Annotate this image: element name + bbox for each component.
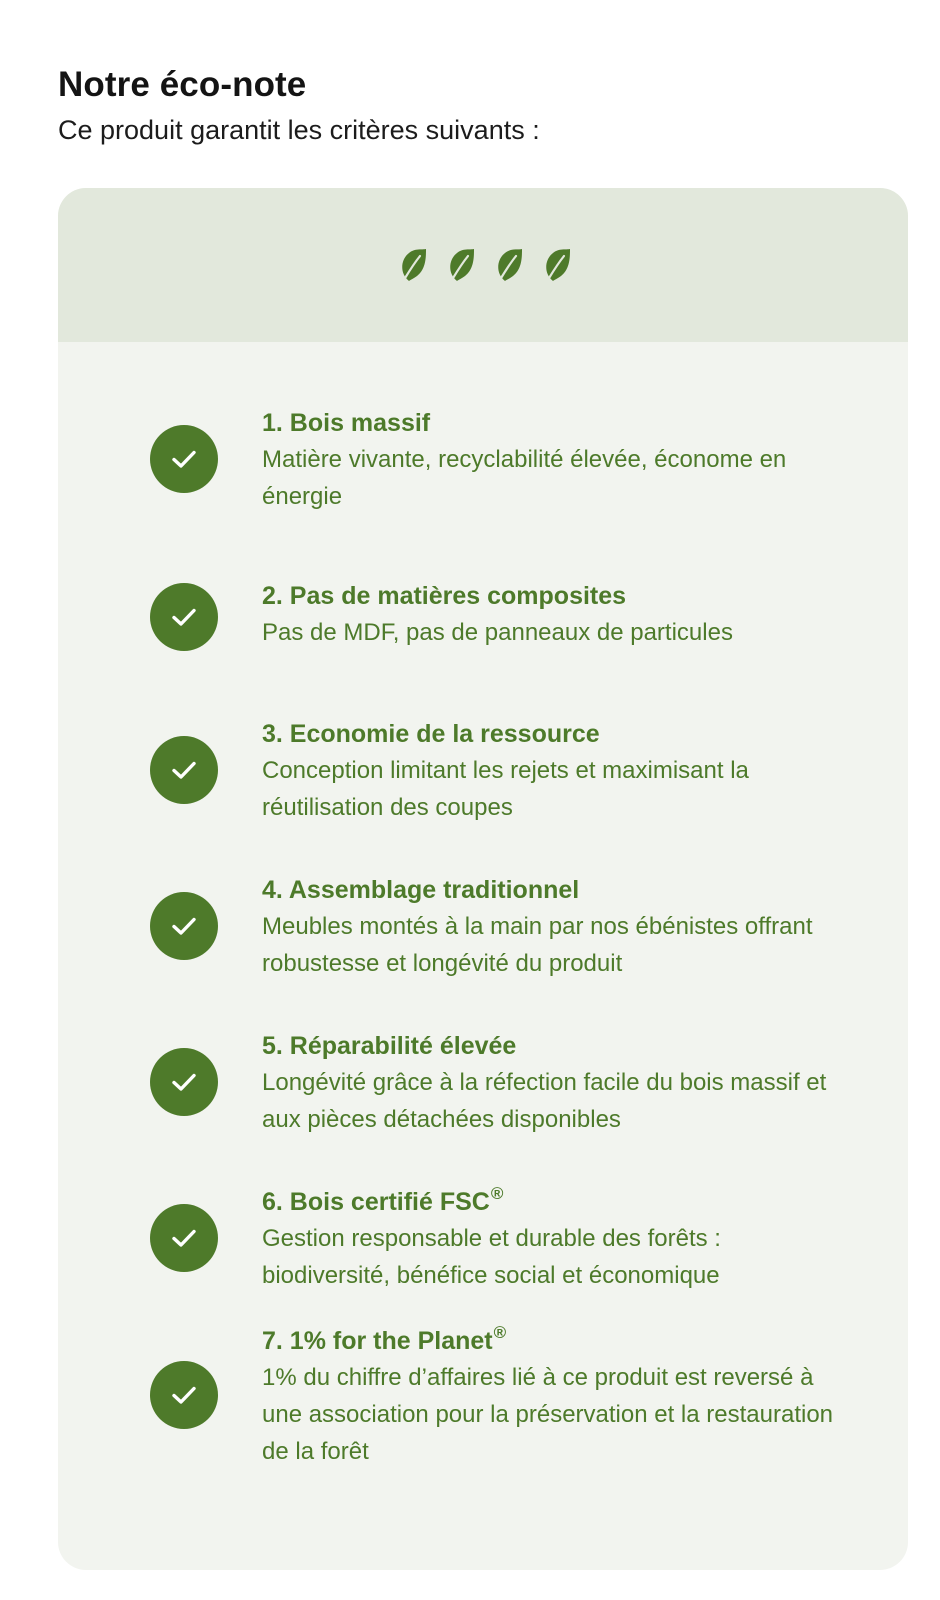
criteria-list [58, 188, 908, 1570]
criterion-title [262, 578, 852, 614]
criterion-title-text: 2. Pas de matières composites [262, 582, 627, 610]
checkmark-icon [167, 1221, 201, 1255]
checkmark-icon [167, 1378, 201, 1412]
criterion-description: Conception limitant les rejets et maximisant la réutilisation des coupes [262, 757, 749, 821]
criterion-title-text: 3. Economie de la ressource [262, 720, 600, 748]
check-circle-icon [150, 736, 218, 804]
criterion-text [262, 872, 852, 982]
criterion-text [262, 1028, 852, 1138]
checkmark-icon [167, 600, 201, 634]
criterion-title [262, 1184, 852, 1220]
criterion-title-text: 1. Bois massif [262, 409, 431, 437]
criterion-description: Meubles montés à la main par nos ébénistes offrant robustesse et longévité du produit [262, 913, 813, 977]
criterion-description: Gestion responsable et durable des forêts : biodiversité, bénéfice social et économique [262, 1225, 721, 1289]
eco-note-section [58, 58, 908, 148]
criterion-text [262, 716, 852, 826]
criterion-title [262, 1323, 852, 1359]
criterion-text [262, 1323, 852, 1470]
checkmark-icon [167, 753, 201, 787]
criterion-text [262, 405, 852, 515]
checkmark-icon [167, 442, 201, 476]
criterion-text [262, 578, 852, 651]
criterion-title [262, 1028, 852, 1064]
check-circle-icon [150, 1361, 218, 1429]
checkmark-icon [167, 1065, 201, 1099]
criterion-title [262, 716, 852, 752]
criterion-description: Longévité grâce à la réfection facile du bois massif et aux pièces détachées disponibles [262, 1069, 827, 1133]
criterion-title-text: 5. Réparabilité élevée [262, 1032, 517, 1060]
page-subtitle: Ce produit garantit les critères suivants : [58, 115, 540, 145]
criterion-description: 1% du chiffre d’affaires lié à ce produit est reversé à une association pour la préservation et la restauration de la forêt [262, 1364, 834, 1465]
checkmark-icon [167, 909, 201, 943]
check-circle-icon [150, 1048, 218, 1116]
criterion-title [262, 872, 852, 908]
criterion-title [262, 405, 852, 441]
page-title: Notre éco-note [58, 65, 307, 104]
check-circle-icon [150, 583, 218, 651]
criterion-title-text: 6. Bois certifié FSC [262, 1188, 490, 1216]
eco-note-card [58, 188, 908, 1570]
criterion-text [262, 1184, 852, 1294]
criterion-trademark: ® [490, 1183, 504, 1203]
criterion-title-text: 7. 1% for the Planet [262, 1327, 493, 1355]
criterion-description: Pas de MDF, pas de panneaux de particules [262, 619, 733, 646]
check-circle-icon [150, 1204, 218, 1272]
criterion-description: Matière vivante, recyclabilité élevée, économe en énergie [262, 446, 787, 510]
check-circle-icon [150, 892, 218, 960]
check-circle-icon [150, 425, 218, 493]
criterion-title-text: 4. Assemblage traditionnel [262, 876, 580, 904]
criterion-trademark: ® [493, 1322, 507, 1342]
